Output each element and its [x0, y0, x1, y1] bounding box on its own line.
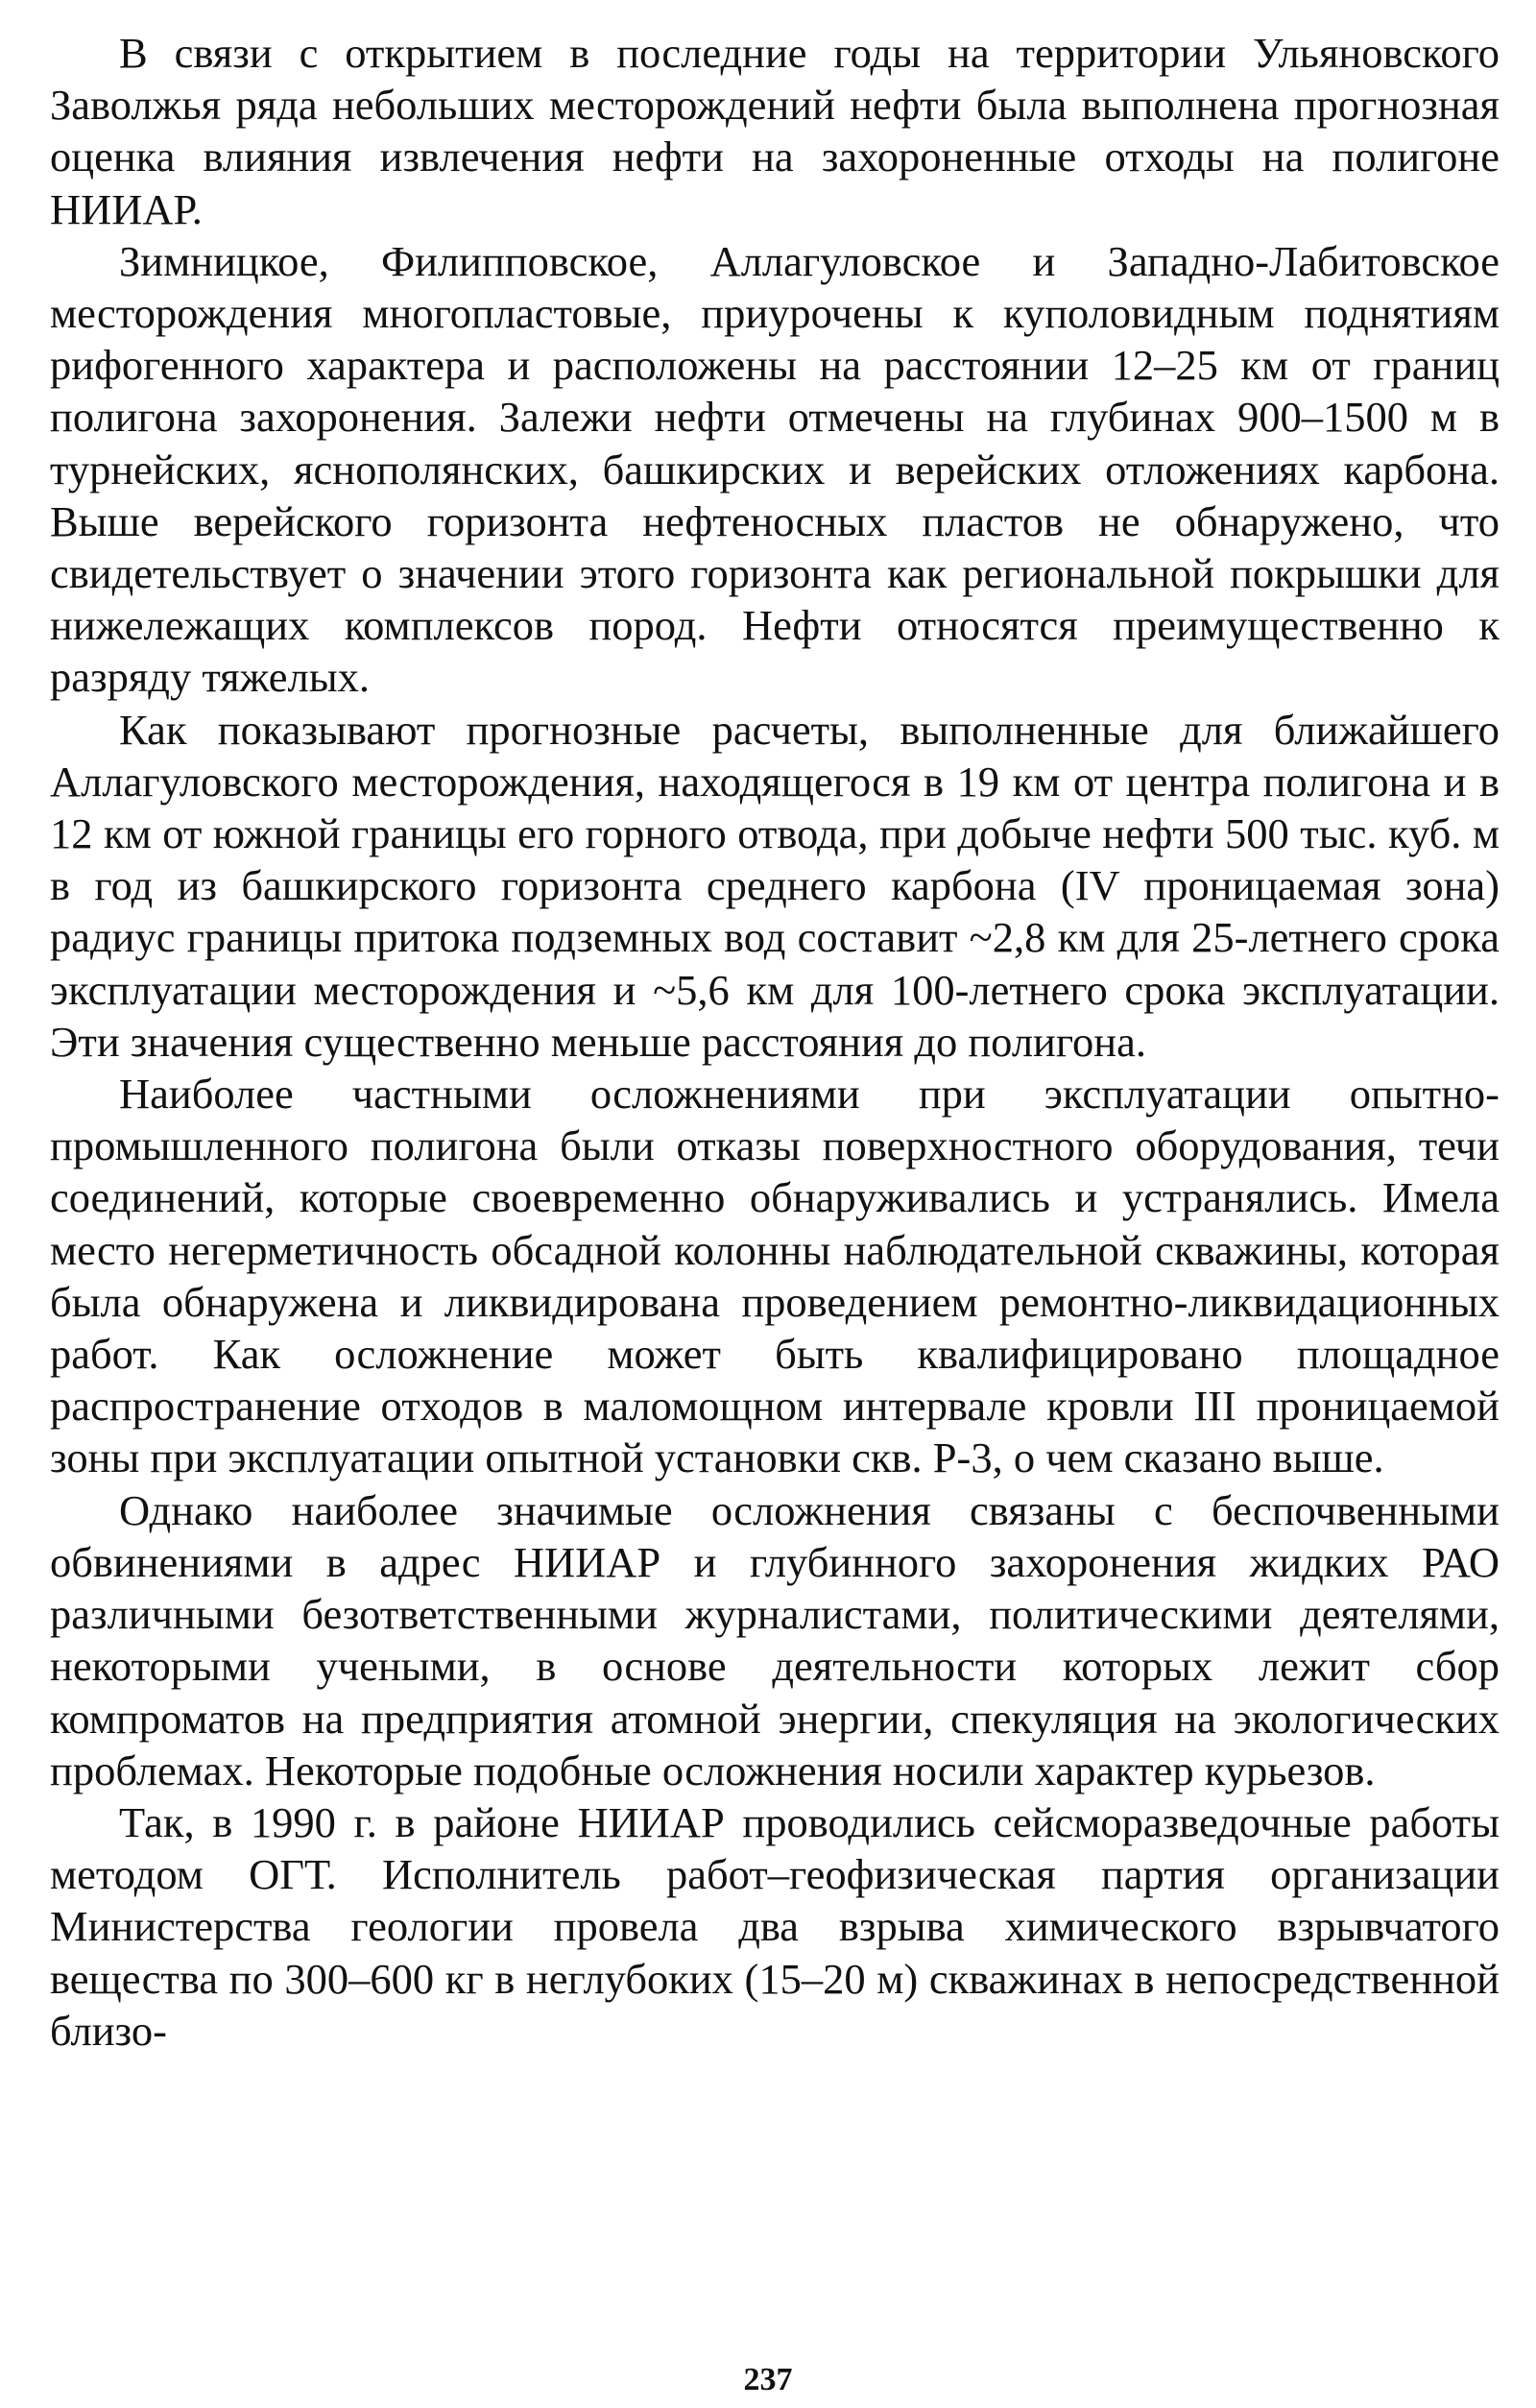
- paragraph-operation-complications: Наиболее частными осложнениями при эксплуатации опытно-промышленного полигона были отказы поверхностного оборудования, течи соединений, которые своевременно обнаруживались и устранялись. Имела место негерметичность обсадной колонны наблюдательной скважины, которая была обнаружена и ликвидирована проведением ремонтно-ликвидационных работ. Как осложнение может быть квалифицировано площадное распространение отходов в маломощном интервале кровли III проницаемой зоны при эксплуатации опытной установки скв. Р-3, о чем сказано выше.: [50, 1070, 1500, 1482]
- paragraph-seismic-works: Так, в 1990 г. в районе НИИАР проводились сейсморазведочные работы методом ОГТ. Исполнитель работ–геофизическая партия организации Министерства геологии провела два взрыва химического взрывчатого вещества по 300–600 кг в неглубоких (15–20 м) скважинах в непосредственной близо-: [50, 1797, 1500, 2055]
- page-body: [50, 27, 1500, 2370]
- paragraph-deposits-description: Зимницкое, Филипповское, Аллагуловское и Западно-Лабитовское месторождения многопластовые, приурочены к куполовидным поднятиям рифогенного характера и расположены на расстоянии 12–25 км от границ полигона захоронения. Залежи нефти отмечены на глубинах 900–1500 м в турнейских, яснополянских, башкирских и верейских отложениях карбона. Выше верейского горизонта нефтеносных пластов не обнаружено, что свидетельствует о значении этого горизонта как региональной покрышки для нижележащих комплексов пород. Нефти относятся преимущественно к разряду тяжелых.: [50, 236, 1500, 702]
- paragraph-forecast-calculations: Как показывают прогнозные расчеты, выполненные для ближайшего Аллагуловского месторождения, находящегося в 19 км от центра полигона и в 12 км от южной границы его горного отвода, при добыче нефти 500 тыс. куб. м в год из башкирского горизонта среднего карбона (IV проницаемая зона) радиус границы притока подземных вод составит ~2,8 км для 25-летнего срока эксплуатации месторождения и ~5,6 км для 100-летнего срока эксплуатации. Эти значения существенно меньше расстояния до полигона.: [50, 705, 1500, 1066]
- page-number: 237: [743, 2362, 793, 2397]
- paragraph-unfounded-accusations: Однако наиболее значимые осложнения связаны с беспочвенными обвинениями в адрес НИИАР и глубинного захоронения жидких РАО различными безответственными журналистами, политическими деятелями, некоторыми учеными, в основе деятельности которых лежит сбор компроматов на предприятия атомной энергии, спекуляция на экологических проблемах. Некоторые подобные осложнения носили характер курьезов.: [50, 1485, 1500, 1794]
- paragraph-oil-fields-intro: В связи с открытием в последние годы на территории Ульяновского Заволжья ряда небольших месторождений нефти была выполнена прогнозная оценка влияния извлечения нефти на захороненные отходы на полигоне НИИАР.: [50, 29, 1500, 233]
